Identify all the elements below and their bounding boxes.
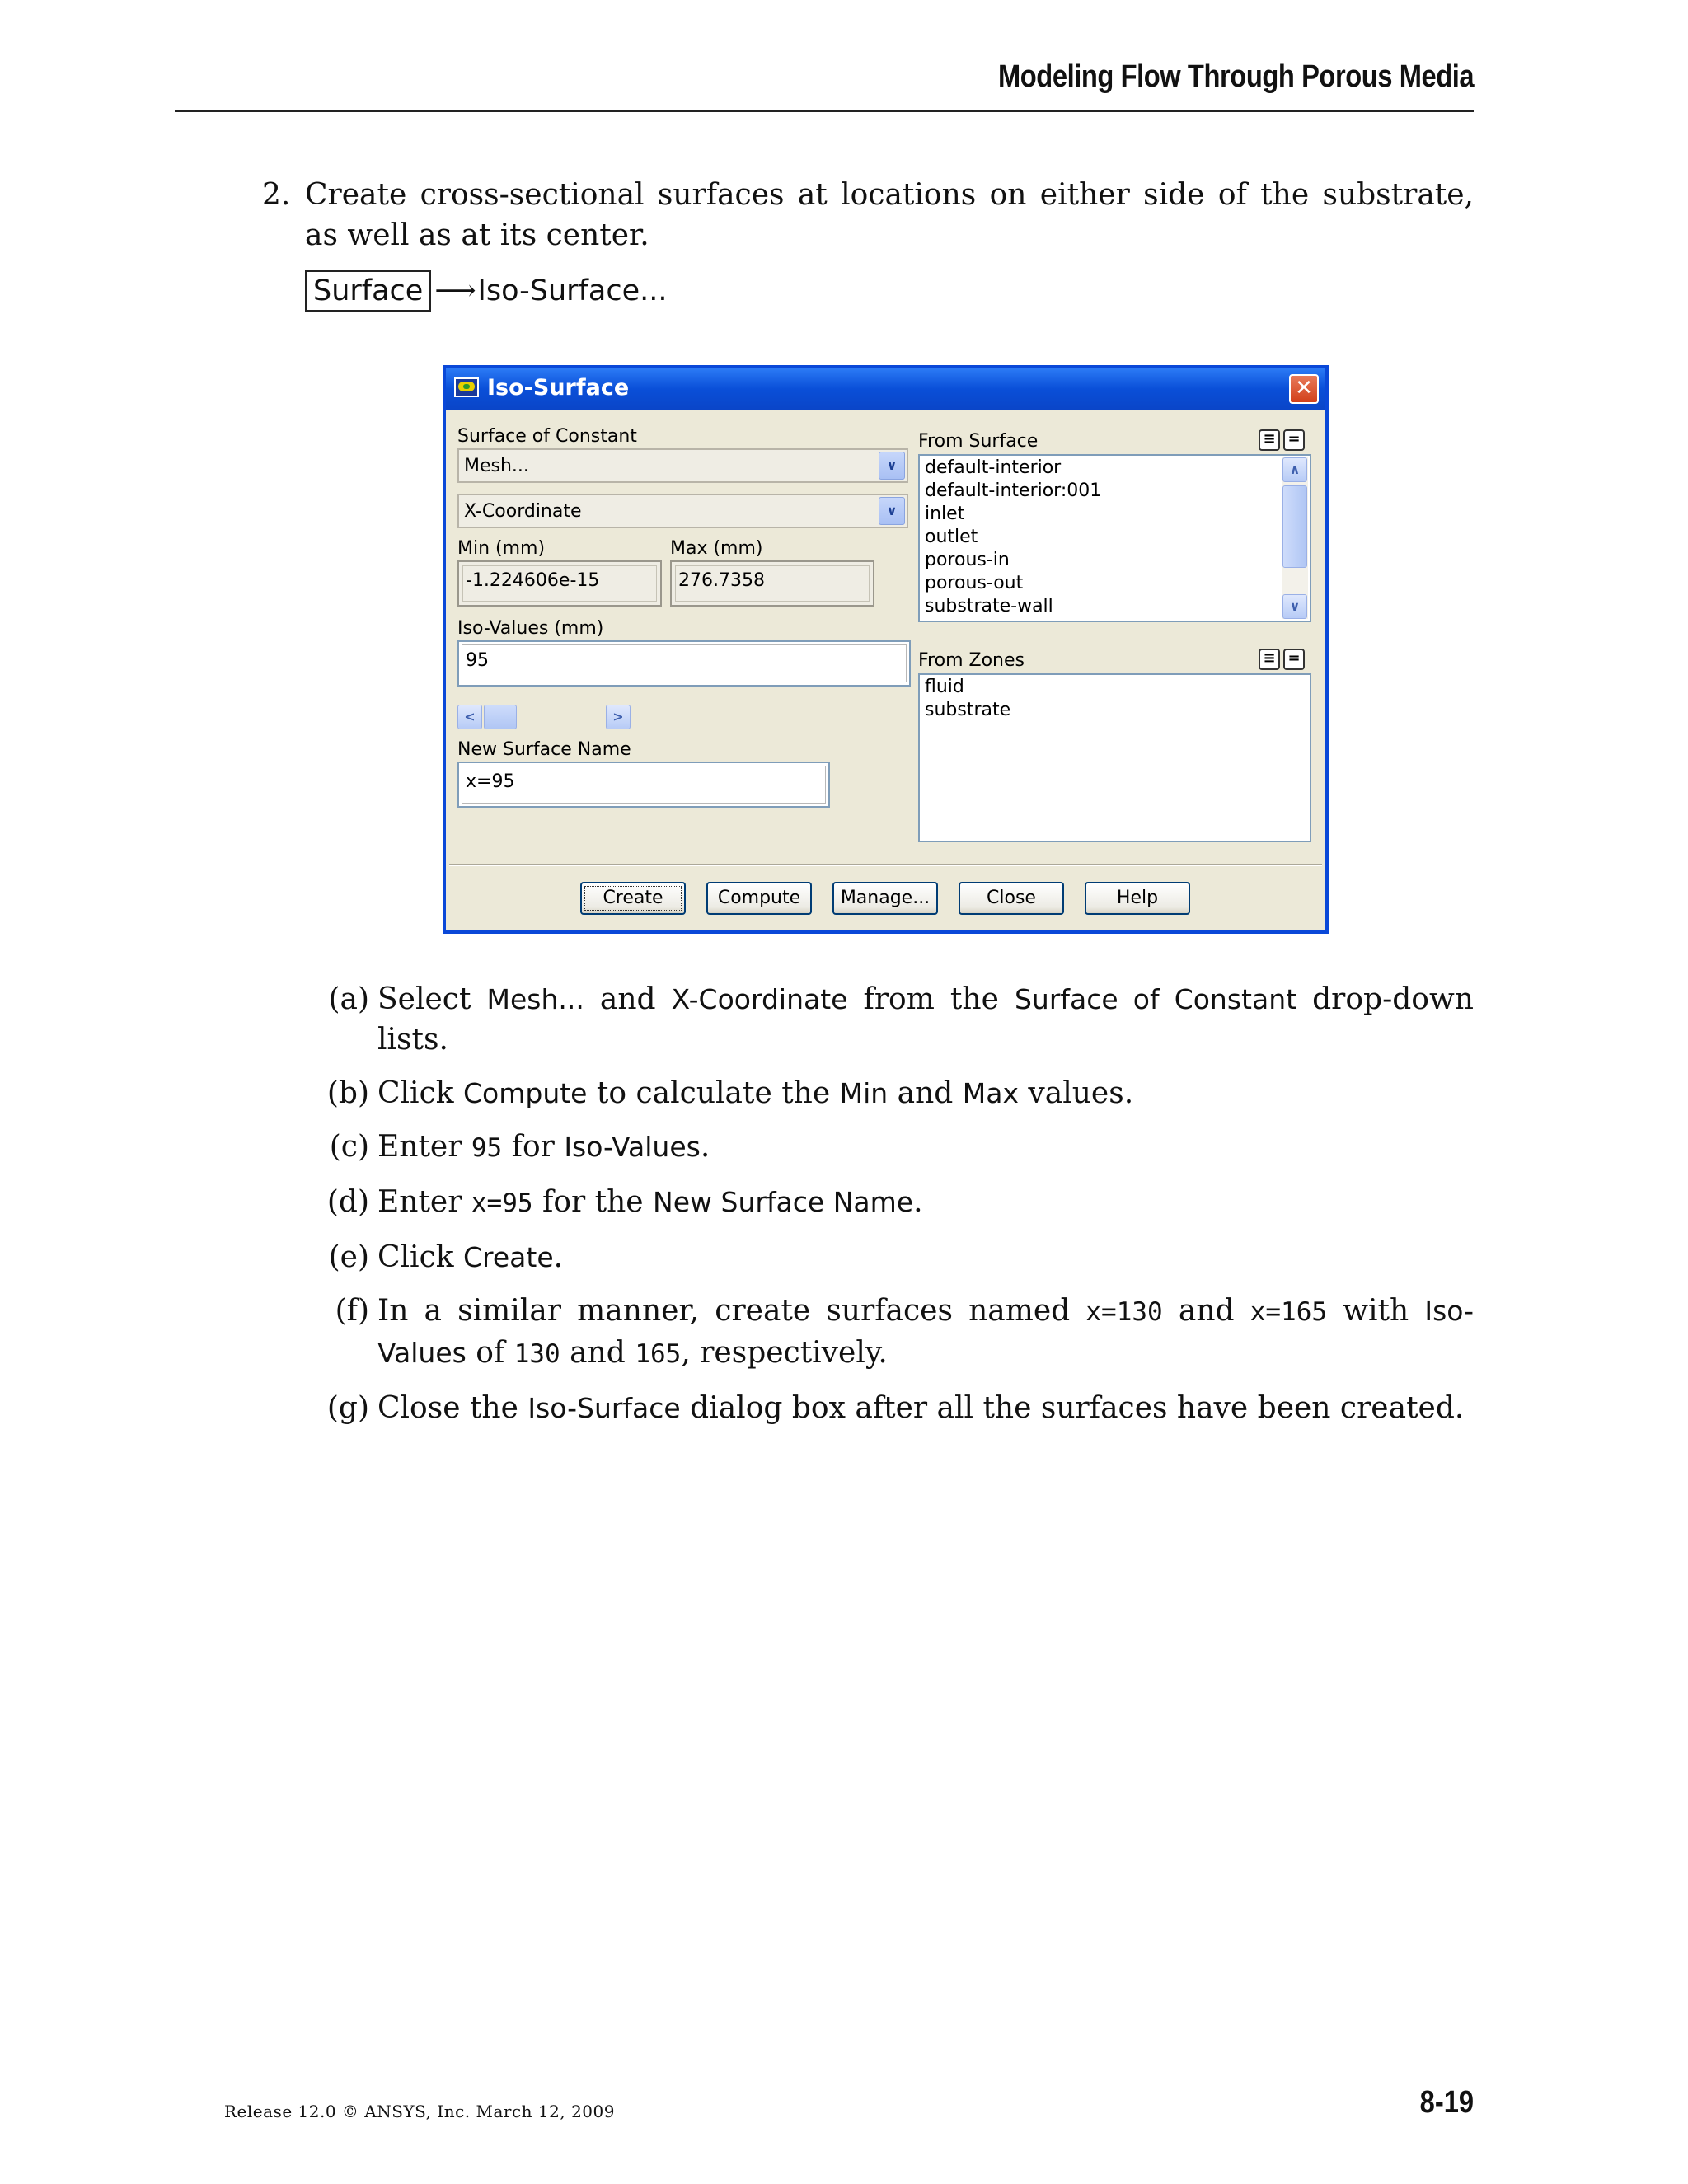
slider-thumb[interactable] [484, 705, 517, 729]
text-run: Select [377, 982, 487, 1016]
list-item[interactable]: porous-out [925, 573, 1024, 593]
substep-text [377, 979, 1474, 1060]
text-run: to calculate the [587, 1076, 840, 1110]
text-run: and [888, 1076, 963, 1110]
code-value: 165 [635, 1339, 682, 1369]
substep-text [377, 1237, 1474, 1277]
substep-marker: (g) [326, 1391, 369, 1425]
iso-values-slider[interactable] [457, 705, 635, 729]
page-header [175, 59, 1474, 112]
ui-term: Surface of Constant [1014, 983, 1297, 1015]
text-run: and [560, 1336, 635, 1370]
substep-item [318, 1291, 1474, 1375]
ui-term: X-Coordinate [671, 983, 848, 1015]
substep-text [377, 1182, 1474, 1224]
code-value: x=95 [471, 1188, 533, 1218]
ui-term: Create [463, 1241, 554, 1273]
text-run: with [1327, 1294, 1425, 1328]
ui-term: Mesh... [486, 983, 584, 1015]
text-run: dialog box after all the surfaces have been created. [680, 1391, 1465, 1425]
substep-item [318, 1182, 1474, 1224]
coordinate-value: X-Coordinate [464, 501, 582, 522]
select-all-icon[interactable]: ≡ [1259, 429, 1280, 451]
new-surface-name-input[interactable] [457, 762, 830, 808]
code-value: x=165 [1250, 1297, 1328, 1327]
chevron-down-icon[interactable]: ∨ [879, 497, 905, 525]
list-item[interactable]: inlet [925, 504, 965, 524]
list-item[interactable]: substrate [925, 700, 1011, 720]
substep-item [318, 1388, 1474, 1428]
substep-marker: (b) [326, 1076, 369, 1110]
substep-text [377, 1073, 1474, 1113]
dialog-title: Iso-Surface [487, 375, 630, 401]
iso-values-input[interactable] [457, 640, 911, 687]
text-run: . [553, 1240, 564, 1274]
coordinate-dropdown[interactable] [457, 494, 908, 528]
surface-of-constant-label: Surface of Constant [457, 426, 637, 447]
text-run: for [502, 1130, 565, 1164]
surface-type-dropdown[interactable] [457, 448, 908, 483]
code-value: 95 [471, 1133, 503, 1163]
list-item[interactable]: default-interior [925, 457, 1062, 478]
list-item[interactable]: porous-in [925, 550, 1010, 570]
ui-term: Iso-Values [377, 1295, 1474, 1369]
min-value: -1.224606e-15 [466, 570, 600, 591]
select-all-icon[interactable]: ≡ [1259, 649, 1280, 670]
divider [449, 864, 1322, 866]
ui-term: Iso-Surface [528, 1392, 681, 1424]
step-number: 2. [262, 178, 291, 212]
max-value: 276.7358 [678, 570, 765, 591]
text-run: , respectively. [681, 1336, 888, 1370]
substep-marker: (c) [329, 1130, 369, 1164]
page-header-title: Modeling Flow Through Porous Media [997, 59, 1474, 94]
menu-path [305, 270, 668, 312]
ui-term: Iso-Values [564, 1131, 701, 1163]
iso-values-value: 95 [466, 650, 489, 671]
ui-term: Max [962, 1077, 1019, 1109]
new-surface-name-label: New Surface Name [457, 739, 631, 760]
chevron-up-icon[interactable]: ∧ [1282, 457, 1307, 482]
max-field [670, 560, 874, 607]
list-item[interactable]: substrate-wall [925, 596, 1053, 616]
substep-text [377, 1291, 1474, 1375]
substep-marker: (e) [328, 1240, 369, 1274]
text-run: and [584, 982, 672, 1016]
chevron-right-icon[interactable]: > [606, 705, 631, 729]
code-value: 130 [513, 1339, 560, 1369]
iso-values-label: Iso-Values (mm) [457, 618, 604, 639]
substep-marker: (d) [326, 1185, 369, 1219]
substep-item [318, 1237, 1474, 1277]
chevron-left-icon[interactable]: < [457, 705, 482, 729]
close-button[interactable]: Close [959, 882, 1064, 915]
substep-marker: (a) [328, 982, 369, 1016]
text-run: . [700, 1130, 710, 1164]
from-surface-label: From Surface [918, 431, 1039, 452]
new-surface-name-value: x=95 [466, 771, 515, 792]
substep-item [318, 1073, 1474, 1113]
text-run: . [913, 1185, 923, 1219]
menu-arrow: ⟶ [434, 274, 476, 307]
list-item[interactable]: default-interior:001 [925, 480, 1102, 501]
menu-surface: Surface [305, 270, 431, 312]
text-run: from the [847, 982, 1015, 1016]
surface-type-value: Mesh... [464, 456, 529, 476]
text-run: and [1162, 1294, 1250, 1328]
ui-term: Compute [463, 1077, 588, 1109]
from-surface-scrollbar[interactable] [1282, 457, 1308, 619]
from-surface-list[interactable] [918, 454, 1311, 622]
text-run: of [466, 1336, 514, 1370]
text-run: In a similar manner, create surfaces named [377, 1294, 1086, 1328]
substep-text [377, 1388, 1474, 1428]
substep-list [318, 979, 1474, 1428]
help-button[interactable]: Help [1085, 882, 1190, 915]
text-run: Click [377, 1076, 463, 1110]
min-field [457, 560, 662, 607]
menu-iso-surface: Iso-Surface... [477, 274, 668, 307]
close-icon[interactable]: ✕ [1289, 374, 1319, 404]
scrollbar-thumb[interactable] [1282, 485, 1307, 568]
manage-button[interactable]: Manage... [832, 882, 938, 915]
chevron-down-icon[interactable]: ∨ [1282, 594, 1307, 619]
from-zones-list[interactable] [918, 673, 1311, 842]
iso-surface-dialog [443, 365, 1329, 934]
deselect-all-icon[interactable]: = [1283, 429, 1305, 451]
max-label: Max (mm) [670, 538, 763, 559]
code-value: x=130 [1085, 1297, 1163, 1327]
ui-term: New Surface Name [653, 1186, 914, 1218]
min-label: Min (mm) [457, 538, 546, 559]
page-number: 8-19 [1419, 2085, 1474, 2120]
text-run: Enter [377, 1185, 471, 1219]
chevron-down-icon[interactable]: ∨ [879, 452, 905, 480]
from-zones-label: From Zones [918, 650, 1025, 671]
text-run: drop-down lists. [377, 982, 1474, 1057]
substep-item [318, 1127, 1474, 1169]
text-run: for the [532, 1185, 654, 1219]
create-button[interactable]: Create [580, 882, 686, 915]
substep-marker: (f) [335, 1294, 369, 1328]
text-run: values. [1018, 1076, 1134, 1110]
substep-text [377, 1127, 1474, 1169]
text-run: Enter [377, 1130, 471, 1164]
list-item[interactable]: fluid [925, 677, 964, 697]
dialog-titlebar[interactable] [446, 368, 1325, 410]
footer-release: Release 12.0 © ANSYS, Inc. March 12, 2009 [224, 2102, 615, 2121]
fluent-app-icon [454, 377, 479, 397]
step-text: Create cross-sectional surfaces at locations on either side of the substrate, as well as at its center. [305, 178, 1474, 252]
ui-term: Min [839, 1077, 889, 1109]
text-run: Click [377, 1240, 463, 1274]
deselect-all-icon[interactable]: = [1283, 649, 1305, 670]
substep-item [318, 979, 1474, 1060]
list-item[interactable]: outlet [925, 527, 978, 547]
step-2 [262, 175, 1474, 255]
text-run: Close the [377, 1391, 528, 1425]
compute-button[interactable]: Compute [706, 882, 812, 915]
